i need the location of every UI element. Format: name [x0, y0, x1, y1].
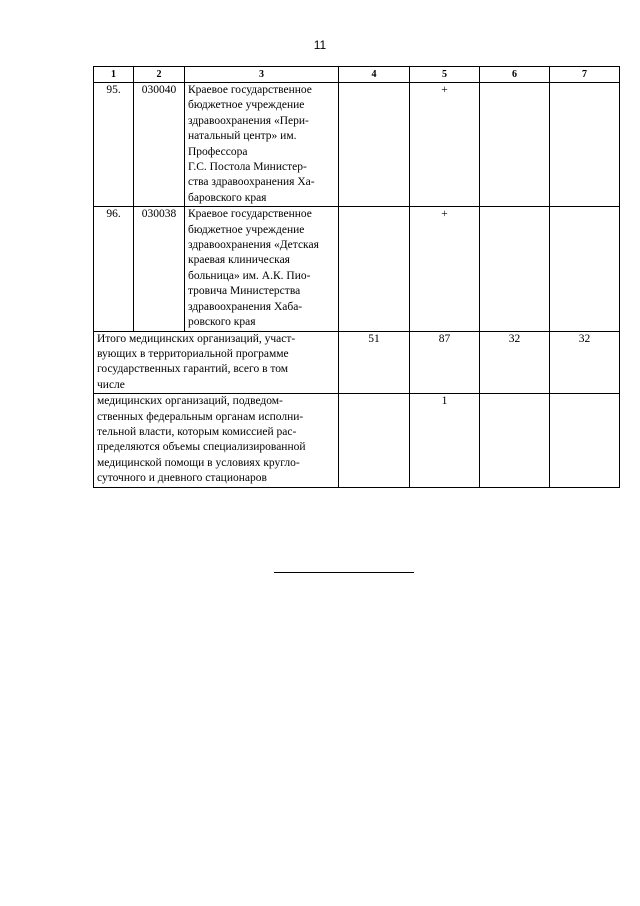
- org-name-line: баровского края: [188, 191, 267, 204]
- org-name: [185, 83, 339, 207]
- federal-label-line: пределяются объемы специализированной: [97, 441, 306, 454]
- cell-col6: [480, 207, 550, 331]
- table-row: [94, 207, 620, 331]
- federal-col6: [480, 394, 550, 487]
- org-name-line: ровского края: [188, 316, 256, 329]
- header-cell: 7: [550, 67, 620, 83]
- total-col4: 51: [339, 331, 410, 394]
- cell-col4: [339, 83, 410, 207]
- federal-label: [94, 394, 339, 487]
- total-label: [94, 331, 339, 394]
- cell-col7: [550, 207, 620, 331]
- total-col7: 32: [550, 331, 620, 394]
- org-code: 030038: [134, 207, 185, 331]
- header-cell: 5: [410, 67, 480, 83]
- org-name-line: Г.С. Постола Министер-: [188, 161, 307, 174]
- row-number: 95.: [94, 83, 134, 207]
- total-row: [94, 331, 620, 394]
- federal-label-line: медицинской помощи в условиях кругло-: [97, 456, 300, 469]
- total-col5: 87: [410, 331, 480, 394]
- federal-label-line: медицинских организаций, подведом-: [97, 395, 283, 408]
- cell-col5: +: [410, 83, 480, 207]
- federal-col4: [339, 394, 410, 487]
- org-name-line: здравоохранения «Детская: [188, 239, 319, 252]
- org-name-line: краевая клиническая: [188, 254, 290, 267]
- organizations-table: [93, 66, 620, 488]
- federal-col5: 1: [410, 394, 480, 487]
- org-name-line: здравоохранения Хаба-: [188, 300, 303, 313]
- page-number: 11: [313, 38, 327, 52]
- cell-col5: +: [410, 207, 480, 331]
- federal-label-line: суточного и дневного стационаров: [97, 472, 267, 485]
- total-label-line: вующих в территориальной программе: [97, 347, 289, 360]
- org-name-line: Краевое государственное: [188, 208, 312, 221]
- total-label-line: государственных гарантий, всего в том: [97, 363, 289, 376]
- header-cell: 2: [134, 67, 185, 83]
- org-name-line: бюджетное учреждение: [188, 99, 305, 112]
- org-name-line: больница» им. А.К. Пио-: [188, 269, 311, 282]
- total-label-line: числе: [97, 378, 125, 391]
- closing-divider: [274, 572, 414, 573]
- federal-label-line: ственных федеральным органам исполни-: [97, 410, 304, 423]
- header-row: [94, 67, 620, 83]
- org-code: 030040: [134, 83, 185, 207]
- federal-col7: [550, 394, 620, 487]
- header-cell: 6: [480, 67, 550, 83]
- org-name-line: Краевое государственное: [188, 84, 312, 96]
- total-label-line: Итого медицинских организаций, участ-: [97, 332, 296, 345]
- org-name-line: Профессора: [188, 145, 248, 158]
- org-name-line: бюджетное учреждение: [188, 223, 305, 236]
- org-name: [185, 207, 339, 331]
- total-col6: 32: [480, 331, 550, 394]
- header-cell: 4: [339, 67, 410, 83]
- cell-col4: [339, 207, 410, 331]
- org-name-line: ства здравоохранения Ха-: [188, 176, 315, 189]
- federal-row: [94, 394, 620, 487]
- federal-label-line: тельной власти, которым комиссией рас-: [97, 425, 297, 438]
- cell-col7: [550, 83, 620, 207]
- org-name-line: здравоохранения «Пери-: [188, 114, 309, 127]
- org-name-line: тровича Министерства: [188, 285, 301, 298]
- table-row: [94, 83, 620, 207]
- cell-col6: [480, 83, 550, 207]
- row-number: 96.: [94, 207, 134, 331]
- org-name-line: натальный центр» им.: [188, 130, 297, 143]
- header-cell: 1: [94, 67, 134, 83]
- header-cell: 3: [185, 67, 339, 83]
